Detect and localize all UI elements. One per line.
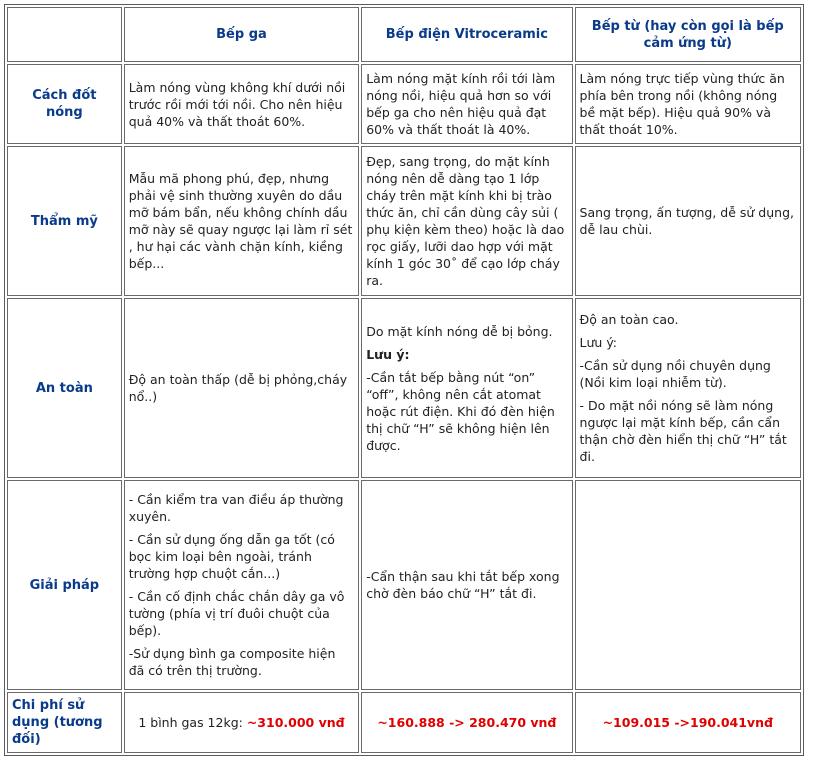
header-row: [7, 7, 801, 62]
row-safety: [7, 298, 801, 478]
solution-gas-item-3: - Cần cố định chắc chắn dây ga vô tường (phía vị trí đuôi chuột của bếp).: [128, 589, 345, 638]
cell-solution-induction: [575, 480, 801, 690]
cell-cost-vitro: [361, 692, 572, 753]
cell-solution-gas: [124, 480, 359, 690]
cell-heating-induction: Làm nóng trực tiếp vùng thức ăn phía bên trong nồi (không nóng bề mặt bếp). Hiệu quả 90% và thất thoát 10%.: [575, 64, 801, 144]
safety-induction-note-label: Lưu ý:: [579, 335, 618, 350]
cost-gas-prefix: 1 bình gas 12kg:: [138, 715, 247, 730]
safety-vitro-note-label: Lưu ý:: [366, 346, 410, 362]
cell-heating-vitro: Làm nóng mặt kính rồi tới làm nóng nồi, hiệu quả hơn so với bếp ga cho nên hiệu quả đạt 60% và thất thoát là 40%.: [361, 64, 572, 144]
cell-safety-vitro: [361, 298, 572, 478]
row-cost: [7, 692, 801, 753]
header-vitroceramic-stove: Bếp điện Vitroceramic: [361, 7, 572, 62]
row-solution: [7, 480, 801, 690]
cell-cost-induction: [575, 692, 801, 753]
safety-induction-text: Độ an toàn cao.: [579, 312, 679, 327]
comparison-table: [4, 4, 804, 756]
safety-vitro-note-text: -Cần tắt bếp bằng nút “on” “off”, không nên cắt atomat hoặc rút điện. Khi đó đèn hiện thị chữ “H” sẽ không hiện lên được.: [366, 369, 555, 453]
corner-header: [7, 7, 122, 62]
solution-gas-item-1: - Cần kiểm tra van điều áp thường xuyên.: [128, 492, 344, 524]
row-label-safety: An toàn: [7, 298, 122, 478]
cell-cost-gas: [124, 692, 359, 753]
cost-vitro-price: ~160.888 -> 280.470 vnđ: [377, 715, 557, 730]
row-heating-method: [7, 64, 801, 144]
cell-aesthetics-gas: Mẫu mã phong phú, đẹp, nhưng phải vệ sinh thường xuyên do dầu mỡ bám bẩn, nếu không chính dầu mỡ này sẽ quay ngược lại làm rỉ sét , hư hại các vành chặn kính, kiềng bếp...: [124, 146, 359, 296]
cell-heating-gas: Làm nóng vùng không khí dưới nồi trước rồi mới tới nồi. Cho nên hiệu quả 40% và thất thoát 60%.: [124, 64, 359, 144]
row-label-solution: Giải pháp: [7, 480, 122, 690]
safety-induction-note-1: -Cần sử dụng nồi chuyên dụng (Nồi kim loại nhiễm từ).: [579, 358, 771, 390]
safety-vitro-text: Do mặt kính nóng dễ bị bỏng.: [366, 323, 553, 339]
solution-gas-item-2: - Cần sử dụng ống dẫn ga tốt (có bọc kim loại bên ngoài, tránh trường hợp chuột cắn...): [128, 532, 335, 581]
cell-safety-induction: [575, 298, 801, 478]
row-aesthetics: [7, 146, 801, 296]
header-gas-stove: Bếp ga: [124, 7, 359, 62]
header-induction-stove: Bếp từ (hay còn gọi là bếp cảm ứng từ): [575, 7, 801, 62]
row-label-cost: Chi phí sử dụng (tương đối): [7, 692, 122, 753]
cell-aesthetics-induction: Sang trọng, ấn tượng, dễ sử dụng, dễ lau chùi.: [575, 146, 801, 296]
cell-aesthetics-vitro: Đẹp, sang trọng, do mặt kính nóng nên dễ dàng tạo 1 lớp cháy trên mặt kính khi bị trào thức ăn, chỉ cần dùng cây sủi ( phụ kiện kèm theo) hoặc là dao rọc giấy, lưỡi dao hợp với mặt kính 1 góc 30˚ để cạo lớp cháy ra.: [361, 146, 572, 296]
cell-solution-vitro: -Cẩn thận sau khi tắt bếp xong chờ đèn báo chữ “H” tắt đi.: [361, 480, 572, 690]
row-label-aesthetics: Thẩm mỹ: [7, 146, 122, 296]
safety-induction-note-2: - Do mặt nồi nóng sẽ làm nóng ngược lại mặt kính bếp, cần cẩn thận chờ đèn hiển thị chữ “H” tắt đi.: [579, 398, 787, 464]
cell-safety-gas: Độ an toàn thấp (dễ bị phỏng,cháy nổ..): [124, 298, 359, 478]
cost-induction-price: ~109.015 ->190.041vnđ: [602, 715, 773, 730]
solution-gas-item-4: -Sử dụng bình ga composite hiện đã có trên thị trường.: [128, 646, 336, 678]
row-label-heating: Cách đốt nóng: [7, 64, 122, 144]
cost-gas-price: ~310.000 vnđ: [246, 715, 345, 730]
